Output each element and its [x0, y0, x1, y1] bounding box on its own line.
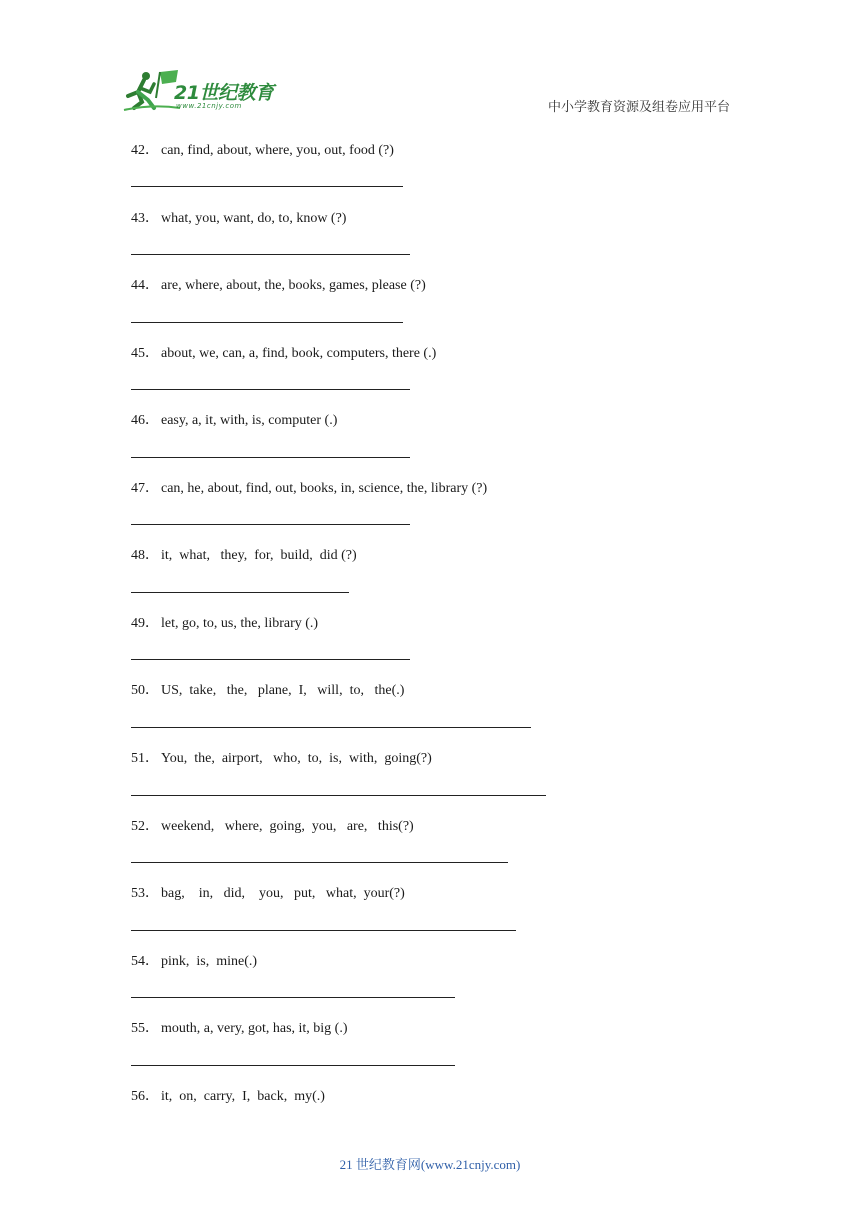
answer-line-49[interactable] — [131, 659, 410, 660]
question-55 — [131, 1017, 348, 1037]
question-51 — [131, 747, 432, 767]
question-number: 53． — [131, 886, 159, 901]
logo-text: 21世纪教育 — [174, 82, 274, 104]
question-50 — [131, 679, 404, 699]
question-text: easy, a, it, with, is, computer (.) — [161, 413, 338, 428]
question-44 — [131, 274, 426, 294]
question-number: 52． — [131, 819, 159, 834]
question-number: 46． — [131, 413, 159, 428]
question-text: let, go, to, us, the, library (.) — [161, 616, 319, 631]
question-text: can, find, about, where, you, out, food (?) — [161, 143, 394, 158]
question-52 — [131, 815, 414, 835]
page-footer: 21 世纪教育网(www.21cnjy.com) — [339, 1157, 521, 1172]
answer-line-46[interactable] — [131, 457, 410, 458]
answer-line-43[interactable] — [131, 254, 410, 255]
answer-line-48[interactable] — [131, 592, 349, 593]
question-56 — [131, 1085, 325, 1105]
question-text: it, what, they, for, build, did (?) — [161, 548, 357, 563]
question-text: about, we, can, a, find, book, computers, there (.) — [161, 346, 437, 361]
answer-line-53[interactable] — [131, 930, 516, 931]
answer-line-44[interactable] — [131, 322, 403, 323]
question-47 — [131, 477, 487, 497]
answer-line-45[interactable] — [131, 389, 410, 390]
question-number: 42． — [131, 143, 159, 158]
question-number: 43． — [131, 211, 159, 226]
question-number: 48． — [131, 548, 159, 563]
question-number: 49． — [131, 616, 159, 631]
question-46 — [131, 409, 337, 429]
logo-url: www.21cnjy.com — [176, 102, 242, 110]
page-header — [0, 0, 860, 120]
question-number: 50． — [131, 683, 159, 698]
question-number: 54． — [131, 954, 159, 969]
question-text: weekend, where, going, you, are, this(?) — [161, 819, 414, 834]
answer-line-52[interactable] — [131, 862, 508, 863]
question-42 — [131, 139, 394, 159]
answer-line-47[interactable] — [131, 524, 410, 525]
question-54 — [131, 950, 257, 970]
question-text: US, take, the, plane, I, will, to, the(.) — [161, 683, 405, 698]
question-48 — [131, 544, 357, 564]
question-text: what, you, want, do, to, know (?) — [161, 211, 347, 226]
answer-line-51[interactable] — [131, 795, 546, 796]
answer-line-54[interactable] — [131, 997, 455, 998]
question-45 — [131, 342, 436, 362]
question-number: 56． — [131, 1089, 159, 1104]
question-number: 55． — [131, 1021, 159, 1036]
question-text: mouth, a, very, got, has, it, big (.) — [161, 1021, 348, 1036]
question-53 — [131, 882, 405, 902]
question-text: are, where, about, the, books, games, please (?) — [161, 278, 426, 293]
question-text: You, the, airport, who, to, is, with, going(?) — [161, 751, 432, 766]
question-text: it, on, carry, I, back, my(.) — [161, 1089, 325, 1104]
question-number: 44． — [131, 278, 159, 293]
question-text: can, he, about, find, out, books, in, science, the, library (?) — [161, 481, 488, 496]
question-text: bag, in, did, you, put, what, your(?) — [161, 886, 405, 901]
question-number: 45． — [131, 346, 159, 361]
answer-line-55[interactable] — [131, 1065, 455, 1066]
question-43 — [131, 207, 346, 227]
question-49 — [131, 612, 318, 632]
question-number: 51． — [131, 751, 159, 766]
logo — [122, 68, 292, 114]
runner-logo-icon — [122, 68, 182, 114]
header-platform-title: 中小学教育资源及组卷应用平台 — [548, 100, 731, 115]
answer-line-50[interactable] — [131, 727, 531, 728]
question-number: 47． — [131, 481, 159, 496]
question-text: pink, is, mine(.) — [161, 954, 258, 969]
answer-line-42[interactable] — [131, 186, 403, 187]
